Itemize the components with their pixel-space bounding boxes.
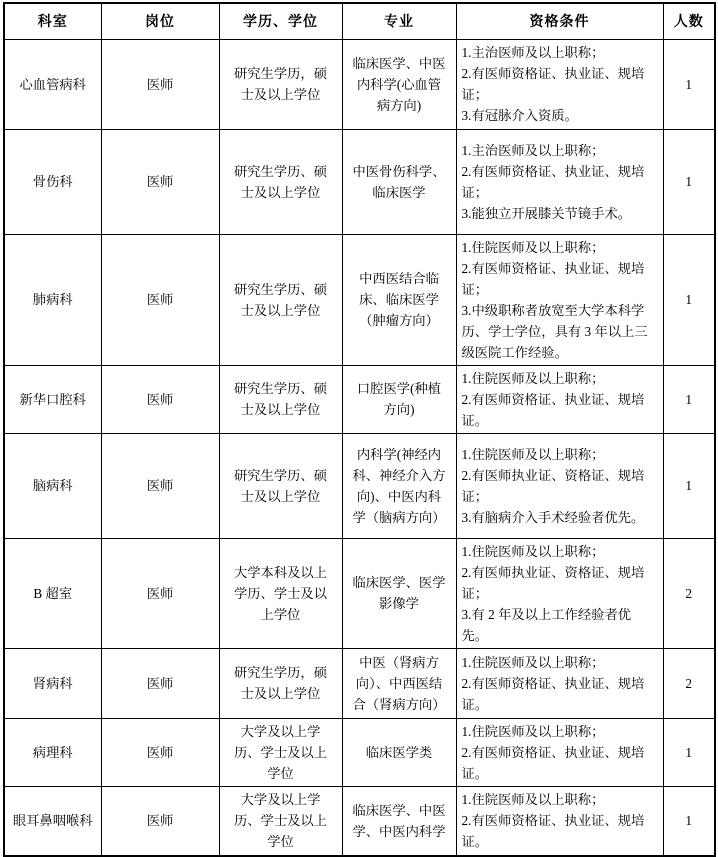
qualification-item: 1.住院医师及以上职称； — [461, 446, 605, 462]
cell-qualifications — [456, 234, 663, 365]
table-row — [4, 234, 715, 365]
cell-qualifications — [456, 786, 663, 856]
qualification-item: 3.有脑病介入手术经验者优先。 — [461, 509, 645, 525]
header-row — [4, 3, 715, 39]
header-major: 专业 — [342, 3, 456, 39]
qualification-item: 2.有医师资格证、执业证、规培证。 — [461, 675, 645, 712]
qualification-item: 2.有医师资格证、执业证、规培证； — [461, 260, 645, 297]
cell-qualifications — [456, 538, 663, 648]
cell-position: 医师 — [101, 129, 219, 234]
recruitment-table — [3, 2, 716, 857]
qualification-item: 3.有 2 年及以上工作经验者优先。 — [461, 606, 632, 643]
header-position: 岗位 — [101, 3, 219, 39]
cell-count: 2 — [663, 538, 715, 648]
qualification-item: 2.有医师执业证、资格证、规培证； — [461, 564, 645, 601]
qualification-item: 1.主治医师及以上职称； — [461, 45, 605, 60]
cell-education: 研究生学历，硕士及以上学位 — [219, 648, 342, 718]
cell-major: 中西医结合临床、临床医学（肿瘤方向） — [342, 234, 456, 365]
cell-count: 1 — [663, 786, 715, 856]
cell-major: 内科学(神经内科、神经介入方向)、中医内科学（脑病方向） — [342, 433, 456, 538]
table-row — [4, 39, 715, 129]
table-row — [4, 718, 715, 786]
qualification-item: 3.中级职称者放宽至大学本科学历、学士学位，具有 3 年以上三级医院工作经验。 — [461, 302, 648, 360]
cell-position: 医师 — [101, 39, 219, 129]
table-row — [4, 365, 715, 433]
cell-major: 临床医学、医学影像学 — [342, 538, 456, 648]
cell-department: 骨伤科 — [4, 129, 101, 234]
cell-position: 医师 — [101, 648, 219, 718]
cell-count: 1 — [663, 39, 715, 129]
header-department: 科室 — [4, 3, 101, 39]
table-row — [4, 538, 715, 648]
cell-education: 大学及以上学历、学士及以上学位 — [219, 718, 342, 786]
cell-department: 新华口腔科 — [4, 365, 101, 433]
qualification-item: 1.住院医师及以上职称； — [461, 792, 605, 808]
cell-major: 口腔医学(种植方向) — [342, 365, 456, 433]
cell-major: 临床医学、中医内科学(心血管病方向) — [342, 39, 456, 129]
cell-education: 研究生学历，硕士及以上学位 — [219, 39, 342, 129]
header-qualifications: 资格条件 — [456, 3, 663, 39]
cell-qualifications — [456, 433, 663, 538]
table-row — [4, 786, 715, 856]
cell-department: 心血管病科 — [4, 39, 101, 129]
cell-position: 医师 — [101, 365, 219, 433]
cell-education: 研究生学历、硕士及以上学位 — [219, 433, 342, 538]
qualification-item: 1.住院医师及以上职称； — [461, 723, 605, 739]
cell-position: 医师 — [101, 433, 219, 538]
cell-position: 医师 — [101, 786, 219, 856]
cell-count: 1 — [663, 433, 715, 538]
cell-count: 1 — [663, 365, 715, 433]
qualification-item: 2.有医师执业证、资格证、规培证； — [461, 467, 645, 504]
header-education: 学历、学位 — [219, 3, 342, 39]
cell-department: 脑病科 — [4, 433, 101, 538]
cell-major: 临床医学类 — [342, 718, 456, 786]
cell-education: 大学本科及以上学历、学士及以上学位 — [219, 538, 342, 648]
header-count: 人数 — [663, 3, 715, 39]
cell-qualifications — [456, 129, 663, 234]
qualification-item: 2.有医师资格证、执业证、规培证； — [461, 163, 645, 200]
cell-department: 肾病科 — [4, 648, 101, 718]
cell-qualifications — [456, 648, 663, 718]
table-body — [4, 39, 715, 856]
table-row — [4, 433, 715, 538]
cell-education: 研究生学历、硕士及以上学位 — [219, 365, 342, 433]
cell-department: 病理科 — [4, 718, 101, 786]
qualification-item: 2.有医师资格证、执业证、规培证。 — [461, 744, 645, 781]
table-row — [4, 129, 715, 234]
cell-department: 肺病科 — [4, 234, 101, 365]
cell-department: 眼耳鼻咽喉科 — [4, 786, 101, 856]
cell-qualifications — [456, 718, 663, 786]
cell-count: 1 — [663, 129, 715, 234]
cell-position: 医师 — [101, 234, 219, 365]
cell-education: 研究生学历、硕士及以上学位 — [219, 234, 342, 365]
qualification-item: 1.住院医师及以上职称； — [461, 543, 605, 559]
cell-count: 2 — [663, 648, 715, 718]
cell-count: 1 — [663, 234, 715, 365]
cell-position: 医师 — [101, 538, 219, 648]
qualification-item: 3.有冠脉介入资质。 — [461, 108, 578, 123]
qualification-item: 2.有医师资格证、执业证、规培证。 — [461, 391, 645, 428]
cell-education: 研究生学历、硕士及以上学位 — [219, 129, 342, 234]
cell-qualifications — [456, 365, 663, 433]
qualification-item: 1.住院医师及以上职称； — [461, 370, 605, 386]
qualification-item: 1.主治医师及以上职称； — [461, 142, 605, 158]
table-row — [4, 648, 715, 718]
qualification-item: 3.能独立开展膝关节镜手术。 — [461, 205, 632, 221]
qualification-item: 2.有医师资格证、执业证、规培证； — [461, 66, 645, 102]
cell-department: B 超室 — [4, 538, 101, 648]
qualification-item: 1.住院医师及以上职称； — [461, 654, 605, 670]
cell-major: 中医骨伤科学、临床医学 — [342, 129, 456, 234]
cell-qualifications — [456, 39, 663, 129]
cell-major: 临床医学、中医学、中医内科学 — [342, 786, 456, 856]
qualification-item: 1.住院医师及以上职称； — [461, 239, 605, 255]
cell-count: 1 — [663, 718, 715, 786]
cell-education: 大学及以上学历、学士及以上学位 — [219, 786, 342, 856]
cell-major: 中医（肾病方向）、中西医结合（肾病方向） — [342, 648, 456, 718]
cell-position: 医师 — [101, 718, 219, 786]
qualification-item: 2.有医师资格证、执业证、规培证。 — [461, 813, 645, 850]
